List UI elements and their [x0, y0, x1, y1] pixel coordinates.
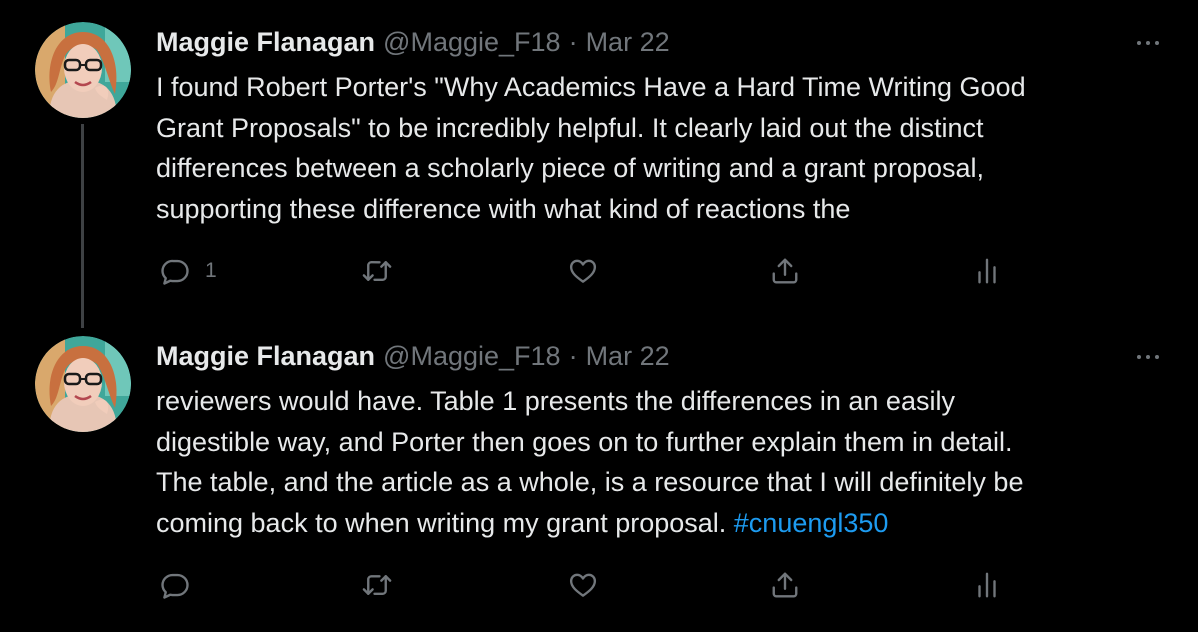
share-icon — [770, 256, 800, 286]
reply-icon — [160, 570, 190, 600]
analytics-icon — [972, 570, 1002, 600]
tweet-header — [156, 24, 670, 60]
header-separator: · — [568, 26, 578, 57]
reply-button[interactable] — [160, 565, 205, 605]
avatar[interactable] — [35, 22, 131, 118]
analytics-button[interactable] — [972, 565, 1002, 605]
reply-count: 1 — [205, 259, 217, 282]
share-icon — [770, 570, 800, 600]
analytics-icon — [972, 256, 1002, 286]
avatar[interactable] — [35, 336, 131, 432]
analytics-button[interactable] — [972, 251, 1002, 291]
share-button[interactable] — [770, 251, 800, 291]
more-horizontal-icon[interactable] — [1128, 344, 1168, 370]
header-separator: · — [568, 340, 578, 371]
more-horizontal-icon[interactable] — [1128, 30, 1168, 56]
tweet-header — [156, 338, 670, 374]
tweet-date[interactable]: Mar 22 — [585, 340, 670, 371]
share-button[interactable] — [770, 565, 800, 605]
reply-button[interactable] — [160, 251, 217, 291]
like-icon — [568, 570, 598, 600]
retweet-button[interactable] — [362, 565, 392, 605]
tweet-date[interactable]: Mar 22 — [585, 26, 670, 57]
tweet-text-content: reviewers would have. Table 1 presents the differences in an easily digestible way, and Porter then goes on to further explain them in detail. The table, and the article as a whole, is a resource that I will definitely be coming back to when writing my grant proposal. — [156, 386, 1024, 538]
author-handle[interactable]: @Maggie_F18 — [383, 26, 561, 57]
like-icon — [568, 256, 598, 286]
author-name[interactable]: Maggie Flanagan — [156, 340, 376, 371]
author-name[interactable]: Maggie Flanagan — [156, 26, 376, 57]
tweet-text — [156, 381, 1156, 543]
tweet-text — [156, 67, 1156, 229]
tweet-actions — [156, 565, 1016, 605]
like-button[interactable] — [568, 565, 598, 605]
reply-icon — [160, 256, 190, 286]
retweet-icon — [362, 256, 392, 286]
author-handle[interactable]: @Maggie_F18 — [383, 340, 561, 371]
hashtag-link[interactable]: #cnuengl350 — [733, 507, 889, 538]
tweet[interactable] — [0, 316, 1198, 632]
tweet-text-content: I found Robert Porter's "Why Academics Have a Hard Time Writing Good Grant Proposals" to be incredibly helpful. It clearly laid out the distinct differences between a scholarly piece of writing and a grant proposal, supporting these difference with what kind of reactions the — [156, 72, 1026, 224]
retweet-button[interactable] — [362, 251, 392, 291]
like-button[interactable] — [568, 251, 598, 291]
tweet-actions — [156, 251, 1016, 291]
retweet-icon — [362, 570, 392, 600]
